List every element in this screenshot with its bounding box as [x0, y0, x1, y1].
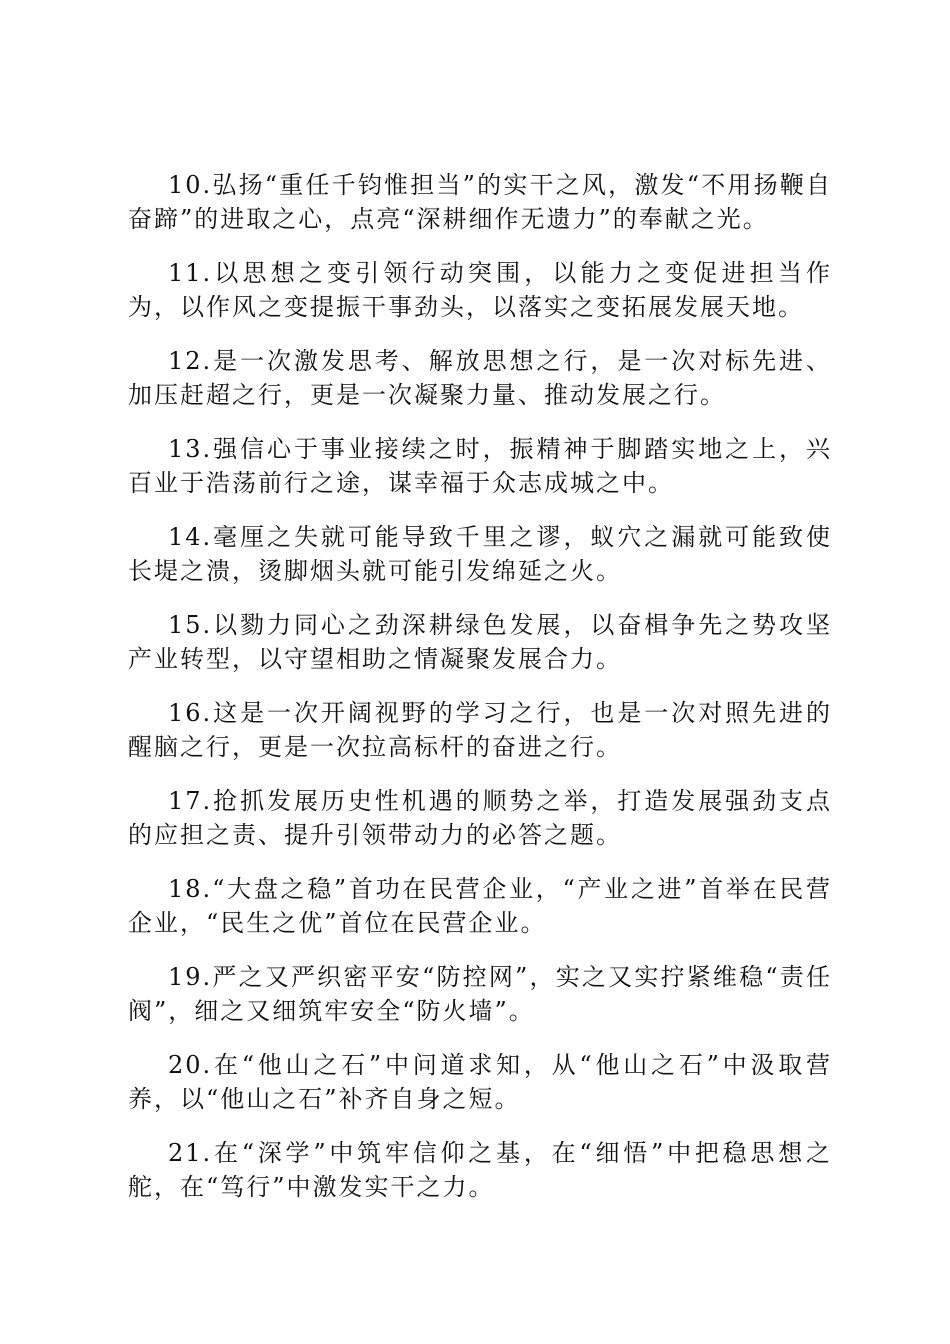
- paragraph-13: 13.强信心于事业接续之时，振精神于脚踏实地之上，兴百业于浩荡前行之途，谋幸福于众志成城之中。: [128, 435, 832, 497]
- paragraph-12: 12.是一次激发思考、解放思想之行，是一次对标先进、加压赶超之行，更是一次凝聚力量、推动发展之行。: [128, 347, 832, 409]
- paragraph-19: 19.严之又严织密平安“防控网”，实之又实拧紧维稳“责任阀”，细之又细筑牢安全“防火墙”。: [128, 963, 832, 1025]
- paragraph-20: 20.在“他山之石”中问道求知，从“他山之石”中汲取营养，以“他山之石”补齐自身之短。: [128, 1051, 832, 1113]
- paragraph-21: 21.在“深学”中筑牢信仰之基，在“细悟”中把稳思想之舵，在“笃行”中激发实干之力。: [128, 1139, 832, 1201]
- paragraph-15: 15.以勠力同心之劲深耕绿色发展，以奋楫争先之势攻坚产业转型，以守望相助之情凝聚发展合力。: [128, 611, 832, 673]
- paragraph-14: 14.毫厘之失就可能导致千里之谬，蚁穴之漏就可能致使长堤之溃，烫脚烟头就可能引发绵延之火。: [128, 523, 832, 585]
- paragraph-16: 16.这是一次开阔视野的学习之行，也是一次对照先进的醒脑之行，更是一次拉高标杆的奋进之行。: [128, 699, 832, 761]
- paragraph-10: 10.弘扬“重任千钧惟担当”的实干之风，激发“不用扬鞭自奋蹄”的进取之心，点亮“深耕细作无遗力”的奉献之光。: [128, 171, 832, 233]
- paragraph-17: 17.抢抓发展历史性机遇的顺势之举，打造发展强劲支点的应担之责、提升引领带动力的必答之题。: [128, 787, 832, 849]
- paragraph-18: 18.“大盘之稳”首功在民营企业，“产业之进”首举在民营企业，“民生之优”首位在民营企业。: [128, 875, 832, 937]
- document-body: [128, 168, 832, 1224]
- paragraph-11: 11.以思想之变引领行动突围，以能力之变促进担当作为，以作风之变提振干事劲头，以落实之变拓展发展天地。: [128, 259, 832, 321]
